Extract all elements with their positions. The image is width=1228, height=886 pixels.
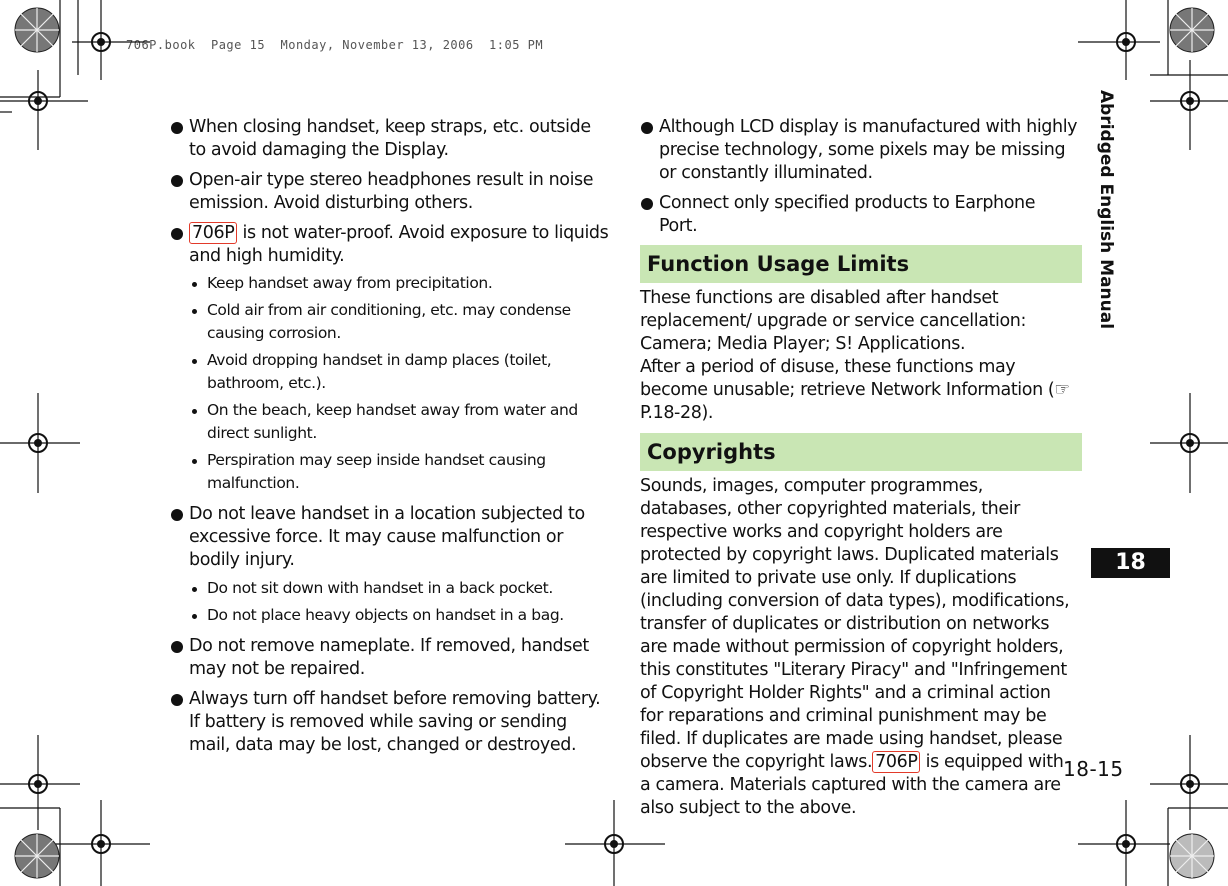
- reference-icon: ☞: [1054, 380, 1070, 400]
- print-header: 706P.book Page 15 Monday, November 13, 2006 1:05 PM: [126, 38, 544, 52]
- list-item: When closing handset, keep straps, etc. outside to avoid damaging the Display.: [170, 116, 610, 162]
- paragraph: Sounds, images, computer programmes, databases, other copyrighted materials, their respective works and copyright holders are protected by copyright laws. Duplicated materials are limited to private use only. If duplications (including conversion of data types), modifications, transfer of duplicates or distribution on networks are made without permission of copyright holders, this constitutes "Literary Piracy" and "Infringement of Copyright Holder Rights" and a criminal action for reparations and criminal punishment may be filed. If duplicates are made using handset, please observe the copyright laws. 706P is equipped with a camera. Materials captured with the camera are also subject to the above.: [640, 476, 1070, 818]
- sub-bullet-icon: [192, 409, 197, 414]
- bullet-icon: [171, 694, 183, 706]
- page-reference[interactable]: P.18-28: [640, 403, 702, 423]
- bullet-icon: [641, 122, 653, 134]
- sub-list-item: Do not place heavy objects on handset in a bag.: [170, 604, 610, 627]
- list-item: 706P is not water-proof. Avoid exposure to liquids and high humidity.: [170, 222, 610, 268]
- list-item: Always turn off handset before removing battery. If battery is removed while saving or sending mail, data may be lost, changed or destroyed.: [170, 688, 610, 757]
- section-heading: Copyrights: [640, 433, 1082, 471]
- right-column: [640, 116, 1078, 820]
- list-item: Although LCD display is manufactured with highly precise technology, some pixels may be missing or constantly illuminated.: [640, 116, 1078, 185]
- model-tag: 706P: [189, 222, 237, 244]
- list-item: Connect only specified products to Earphone Port.: [640, 192, 1078, 238]
- list-item: Open-air type stereo headphones result in noise emission. Avoid disturbing others.: [170, 169, 610, 215]
- sub-bullet-icon: [192, 614, 197, 619]
- section-heading: Function Usage Limits: [640, 245, 1082, 283]
- list-item: Do not remove nameplate. If removed, handset may not be repaired.: [170, 635, 610, 681]
- sub-list-item: On the beach, keep handset away from water and direct sunlight.: [170, 399, 610, 445]
- sub-bullet-icon: [192, 282, 197, 287]
- sub-bullet-icon: [192, 459, 197, 464]
- bullet-icon: [171, 122, 183, 134]
- bullet-icon: [171, 175, 183, 187]
- sub-bullet-icon: [192, 359, 197, 364]
- model-tag: 706P: [872, 751, 920, 773]
- sub-list-item: Perspiration may seep inside handset causing malfunction.: [170, 449, 610, 495]
- sub-list-item: Cold air from air conditioning, etc. may condense causing corrosion.: [170, 299, 610, 345]
- left-column: [170, 116, 610, 764]
- list-item: Do not leave handset in a location subjected to excessive force. It may cause malfunction or bodily injury.: [170, 503, 610, 572]
- bullet-icon: [171, 641, 183, 653]
- sub-list-item: Keep handset away from precipitation.: [170, 272, 610, 295]
- bullet-icon: [171, 228, 183, 240]
- paragraph: These functions are disabled after handset replacement/ upgrade or service cancellation: Camera; Media Player; S! Applications.: [640, 288, 1026, 354]
- chapter-tab: 18: [1091, 548, 1170, 578]
- page-number: 18-15: [1063, 757, 1124, 781]
- bullet-icon: [171, 509, 183, 521]
- sub-bullet-icon: [192, 309, 197, 314]
- sub-list-item: Avoid dropping handset in damp places (toilet, bathroom, etc.).: [170, 349, 610, 395]
- sub-list-item: Do not sit down with handset in a back pocket.: [170, 577, 610, 600]
- bullet-icon: [641, 198, 653, 210]
- paragraph: After a period of disuse, these functions may become unusable; retrieve Network Information (☞P.18-28).: [640, 357, 1070, 423]
- sub-bullet-icon: [192, 587, 197, 592]
